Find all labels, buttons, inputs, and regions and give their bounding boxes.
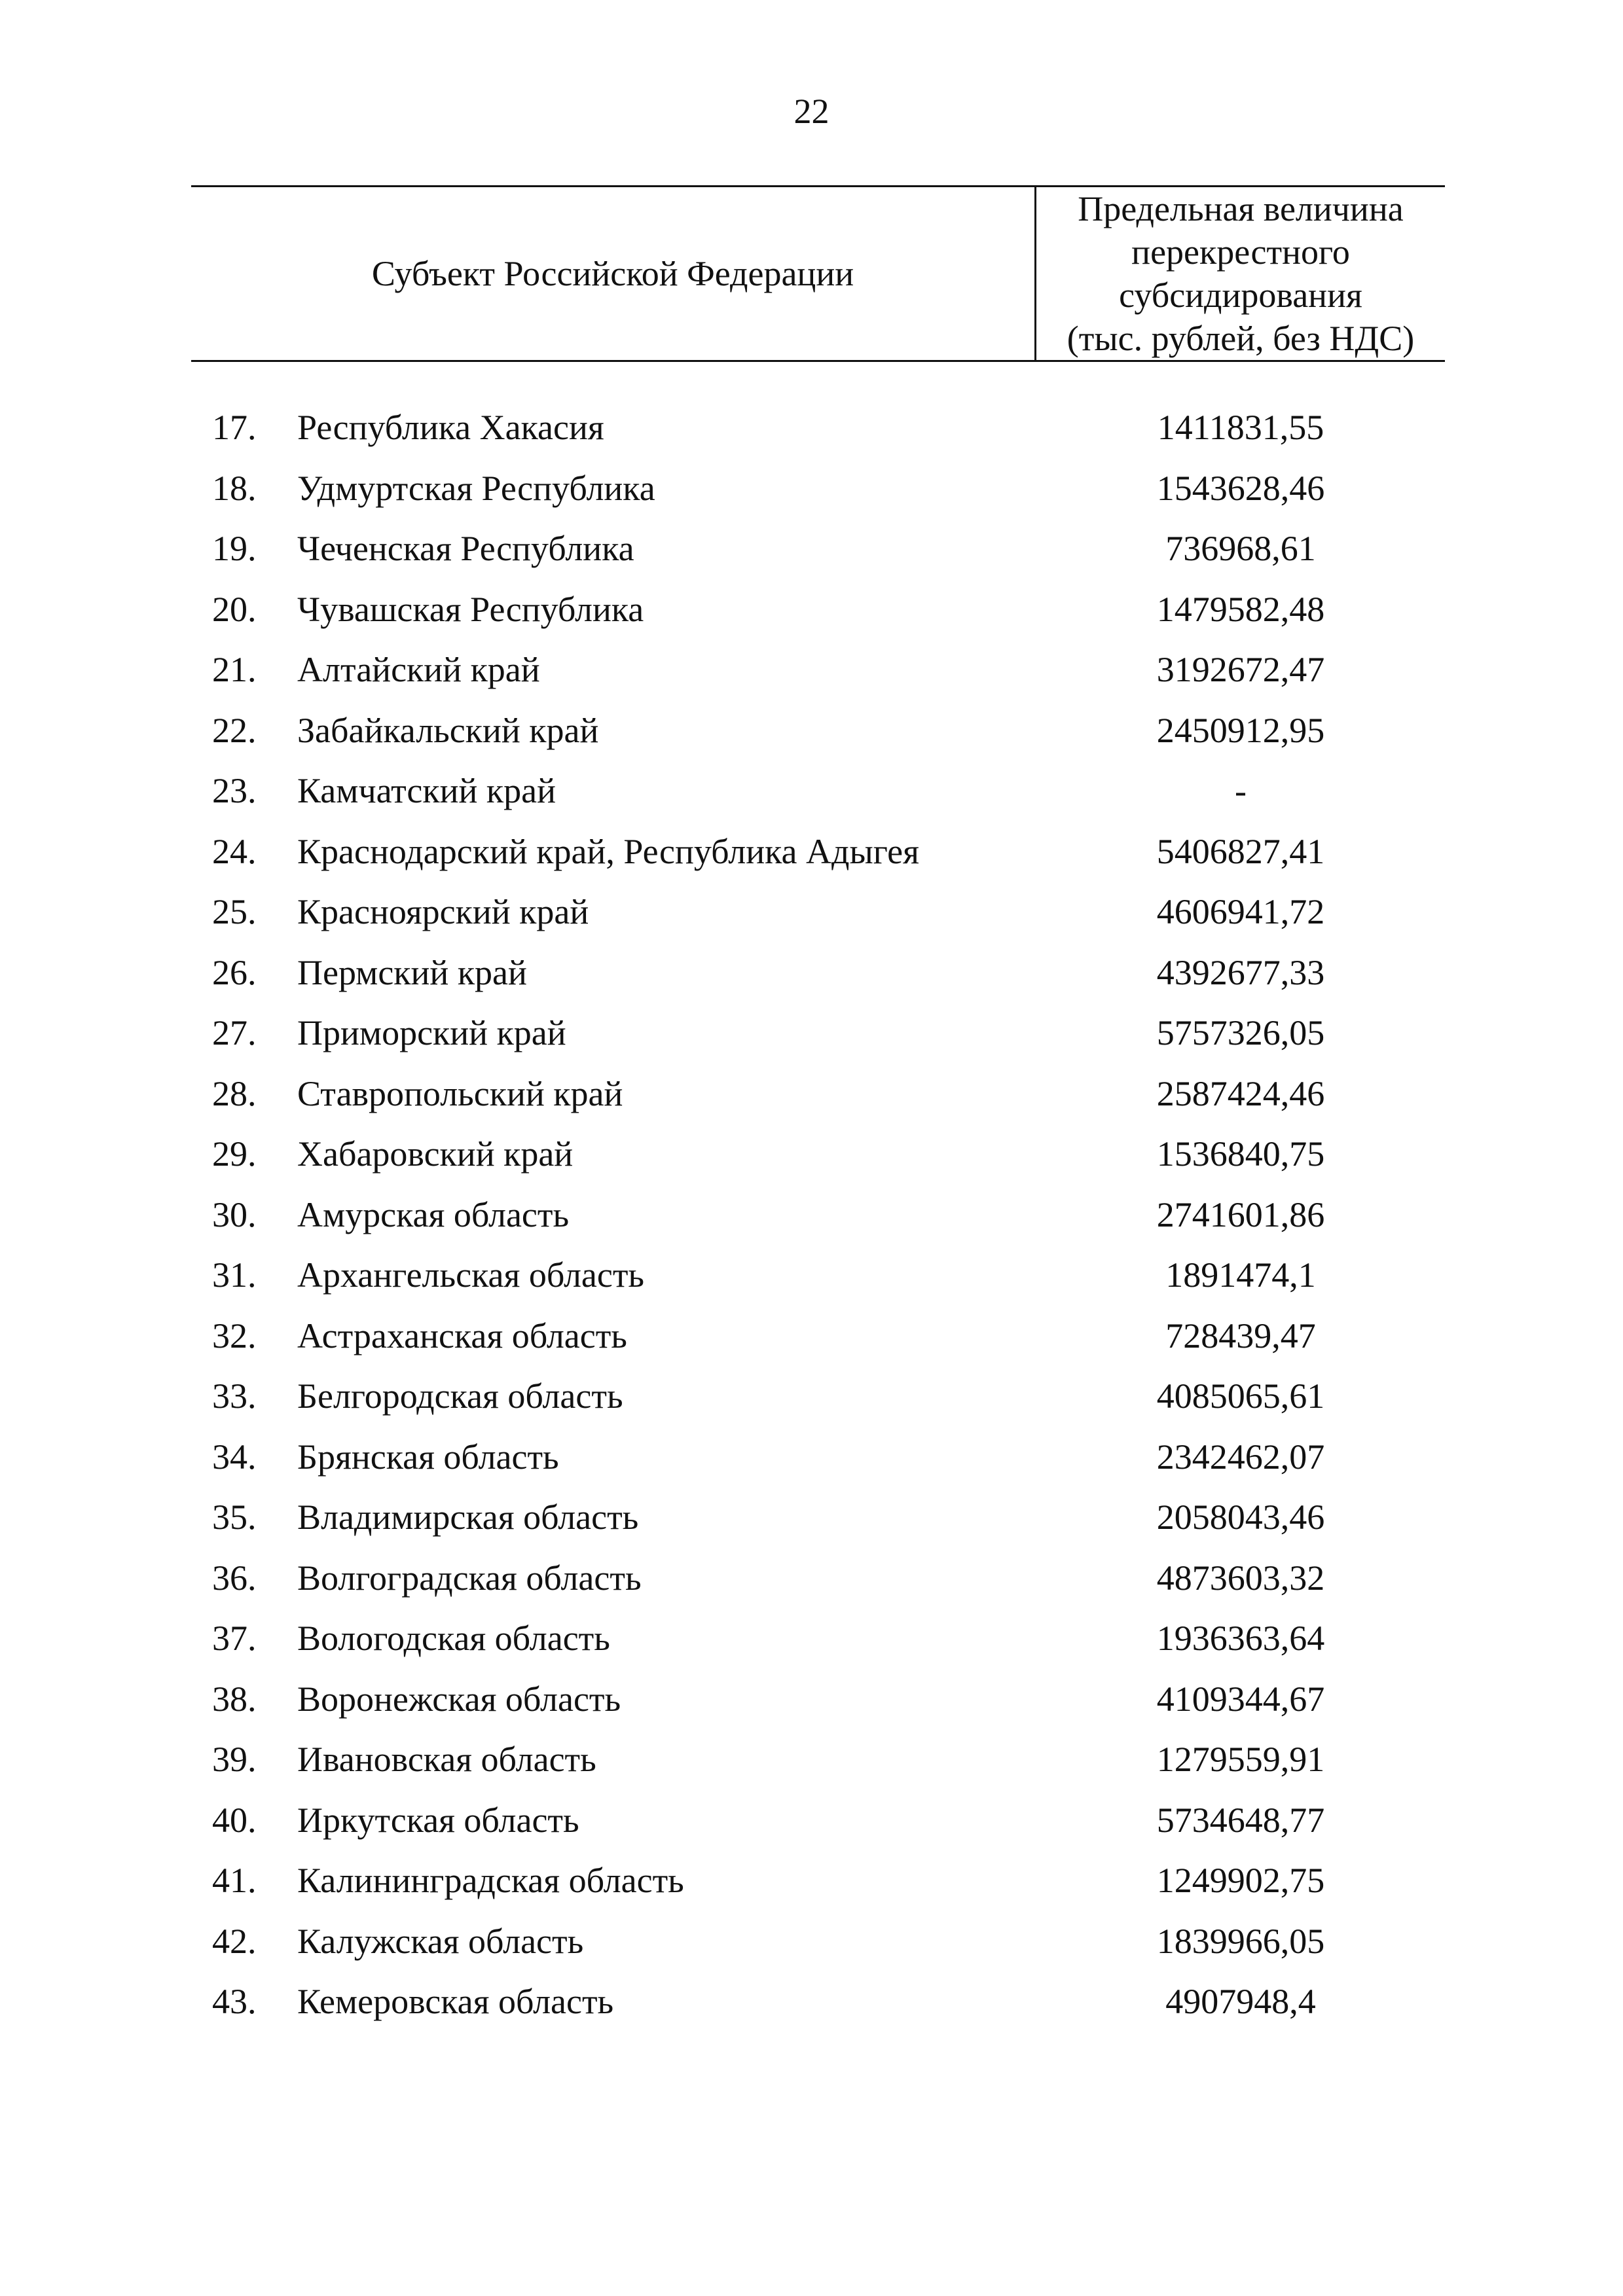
row-value: - bbox=[1235, 771, 1247, 810]
row-subject-name: Чувашская Республика bbox=[297, 589, 644, 629]
row-number: 22. bbox=[212, 710, 257, 750]
row-number: 36. bbox=[212, 1558, 257, 1598]
row-number: 25. bbox=[212, 892, 257, 931]
row-number: 34. bbox=[212, 1437, 257, 1477]
row-value: 2741601,86 bbox=[1156, 1194, 1325, 1234]
table-body bbox=[191, 406, 1445, 2041]
row-value: 4907948,4 bbox=[1165, 1982, 1316, 2021]
row-value: 4873603,32 bbox=[1156, 1558, 1325, 1598]
row-subject-name: Калужская область bbox=[297, 1921, 584, 1961]
row-value: 2587424,46 bbox=[1156, 1073, 1325, 1113]
row-number: 17. bbox=[212, 408, 257, 447]
row-number: 29. bbox=[212, 1134, 257, 1174]
row-value: 1536840,75 bbox=[1156, 1134, 1325, 1174]
table-row bbox=[191, 649, 1445, 709]
row-subject-name: Брянская область bbox=[297, 1437, 559, 1477]
row-number: 37. bbox=[212, 1619, 257, 1658]
row-value: 4392677,33 bbox=[1156, 952, 1325, 992]
row-subject-name: Пермский край bbox=[297, 952, 527, 992]
row-value: 1839966,05 bbox=[1156, 1921, 1325, 1961]
row-subject-name: Кемеровская область bbox=[297, 1982, 614, 2021]
table-row bbox=[191, 406, 1445, 467]
header-subject: Субъект Российской Федерации bbox=[371, 254, 854, 293]
table-row bbox=[191, 1799, 1445, 1860]
row-value: 2450912,95 bbox=[1156, 710, 1325, 750]
table-row bbox=[191, 831, 1445, 891]
row-subject-name: Республика Хакасия bbox=[297, 408, 604, 447]
row-number: 41. bbox=[212, 1861, 257, 1900]
row-number: 30. bbox=[212, 1194, 257, 1234]
row-subject-name: Удмуртская Республика bbox=[297, 468, 655, 508]
header-value-line: Предельная величина bbox=[1078, 189, 1404, 228]
row-value: 728439,47 bbox=[1165, 1316, 1316, 1355]
table-row bbox=[191, 1315, 1445, 1376]
row-subject-name: Хабаровский край bbox=[297, 1134, 574, 1174]
row-subject-name: Ставропольский край bbox=[297, 1073, 623, 1113]
row-subject-name: Чеченская Республика bbox=[297, 529, 634, 568]
table-row bbox=[191, 467, 1445, 528]
row-value: 1936363,64 bbox=[1156, 1619, 1325, 1658]
table-row bbox=[191, 891, 1445, 952]
row-value: 4085065,61 bbox=[1156, 1376, 1325, 1416]
row-number: 28. bbox=[212, 1073, 257, 1113]
table-row bbox=[191, 1920, 1445, 1981]
row-value: 5757326,05 bbox=[1156, 1013, 1325, 1052]
table-row bbox=[191, 1981, 1445, 2041]
row-number: 20. bbox=[212, 589, 257, 629]
header-value bbox=[1036, 187, 1445, 360]
row-number: 31. bbox=[212, 1255, 257, 1295]
row-number: 40. bbox=[212, 1800, 257, 1840]
row-subject-name: Архангельская область bbox=[297, 1255, 645, 1295]
row-subject-name: Красноярский край bbox=[297, 892, 589, 931]
row-number: 39. bbox=[212, 1740, 257, 1779]
table-row bbox=[191, 528, 1445, 588]
row-subject-name: Иркутская область bbox=[297, 1800, 579, 1840]
table-row bbox=[191, 1375, 1445, 1436]
row-number: 27. bbox=[212, 1013, 257, 1052]
row-subject-name: Белгородская область bbox=[297, 1376, 623, 1416]
row-value: 5406827,41 bbox=[1156, 831, 1325, 871]
row-number: 21. bbox=[212, 650, 257, 689]
row-number: 35. bbox=[212, 1498, 257, 1537]
row-subject-name: Приморский край bbox=[297, 1013, 566, 1052]
row-subject-name: Камчатский край bbox=[297, 771, 556, 810]
header-value-line: перекрестного bbox=[1131, 232, 1350, 272]
table-row bbox=[191, 1436, 1445, 1497]
table-row bbox=[191, 1496, 1445, 1557]
row-value: 3192672,47 bbox=[1156, 650, 1325, 689]
row-value: 1279559,91 bbox=[1156, 1740, 1325, 1779]
table-row bbox=[191, 952, 1445, 1013]
row-number: 32. bbox=[212, 1316, 257, 1355]
table-row bbox=[191, 1738, 1445, 1799]
row-value: 4606941,72 bbox=[1156, 892, 1325, 931]
table-row bbox=[191, 1012, 1445, 1073]
table-row bbox=[191, 1133, 1445, 1194]
row-subject-name: Владимирская область bbox=[297, 1498, 639, 1537]
row-number: 19. bbox=[212, 529, 257, 568]
row-subject-name: Воронежская область bbox=[297, 1679, 621, 1719]
row-number: 24. bbox=[212, 831, 257, 871]
table-row bbox=[191, 1617, 1445, 1678]
table-row bbox=[191, 1859, 1445, 1920]
row-subject-name: Ивановская область bbox=[297, 1740, 596, 1779]
row-value: 1479582,48 bbox=[1156, 589, 1325, 629]
row-number: 18. bbox=[212, 468, 257, 508]
table-row bbox=[191, 1254, 1445, 1315]
row-value: 736968,61 bbox=[1165, 529, 1316, 568]
row-subject-name: Волгоградская область bbox=[297, 1558, 642, 1598]
header-value-line: (тыс. рублей, без НДС) bbox=[1067, 319, 1415, 358]
row-number: 38. bbox=[212, 1679, 257, 1719]
row-number: 43. bbox=[212, 1982, 257, 2021]
row-value: 4109344,67 bbox=[1156, 1679, 1325, 1719]
table-row bbox=[191, 1194, 1445, 1255]
table-row bbox=[191, 1678, 1445, 1739]
row-value: 2342462,07 bbox=[1156, 1437, 1325, 1477]
row-value: 1891474,1 bbox=[1165, 1255, 1316, 1295]
row-value: 5734648,77 bbox=[1156, 1800, 1325, 1840]
header-value-line: субсидирования bbox=[1119, 276, 1362, 315]
table-row bbox=[191, 770, 1445, 831]
row-number: 42. bbox=[212, 1921, 257, 1961]
table-row bbox=[191, 588, 1445, 649]
row-subject-name: Амурская область bbox=[297, 1194, 570, 1234]
row-subject-name: Забайкальский край bbox=[297, 710, 599, 750]
row-subject-name: Астраханская область bbox=[297, 1316, 627, 1355]
table-row bbox=[191, 1073, 1445, 1134]
row-value: 1411831,55 bbox=[1157, 408, 1324, 447]
row-number: 33. bbox=[212, 1376, 257, 1416]
table-row bbox=[191, 1557, 1445, 1618]
row-subject-name: Калининградская область bbox=[297, 1861, 684, 1900]
row-subject-name: Краснодарский край, Республика Адыгея bbox=[297, 831, 919, 871]
row-number: 26. bbox=[212, 952, 257, 992]
table-row bbox=[191, 709, 1445, 770]
row-value: 1543628,46 bbox=[1156, 468, 1325, 508]
row-subject-name: Вологодская область bbox=[297, 1619, 610, 1658]
table-header bbox=[191, 185, 1445, 362]
row-value: 2058043,46 bbox=[1156, 1498, 1325, 1537]
row-value: 1249902,75 bbox=[1156, 1861, 1325, 1900]
page-number: 22 bbox=[793, 92, 830, 131]
row-subject-name: Алтайский край bbox=[297, 650, 540, 689]
row-number: 23. bbox=[212, 771, 257, 810]
